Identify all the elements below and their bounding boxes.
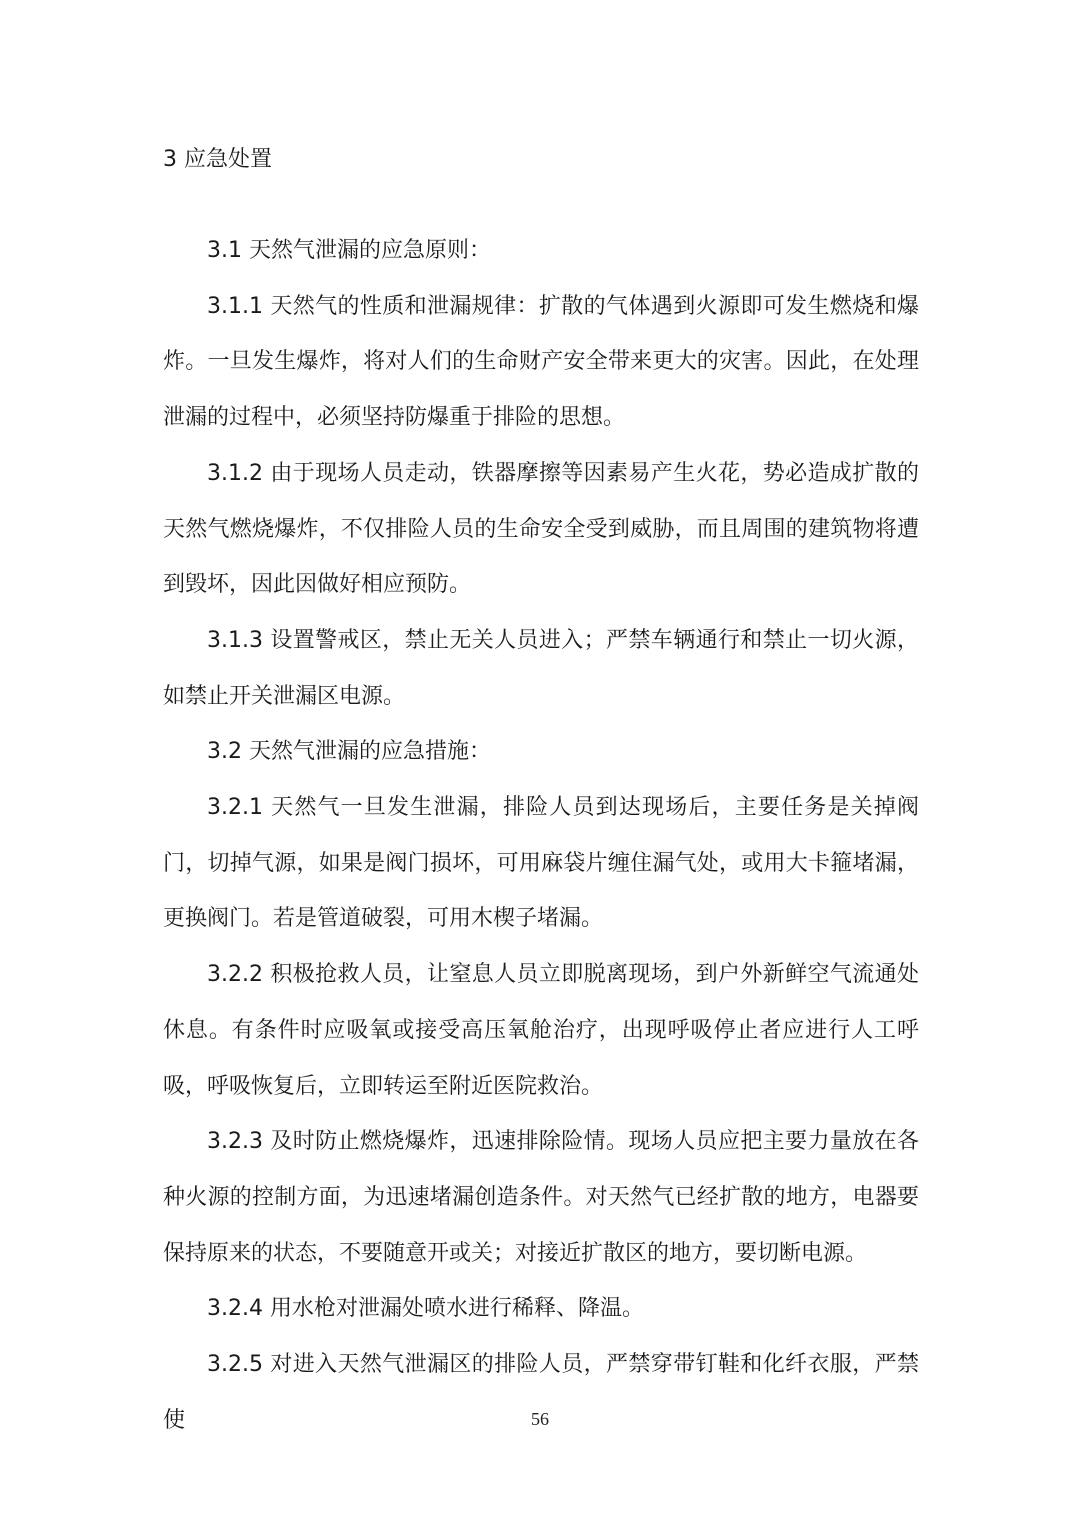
paragraph-3-1: 3.1 天然气泄漏的应急原则： bbox=[207, 238, 491, 263]
paragraph-3-2: 3.2 天然气泄漏的应急措施： bbox=[207, 739, 491, 765]
paragraph-3-1-2: 3.1.2 由于现场人员走动，铁器摩擦等因素易产生火花，势必造成扩散的天然气燃烧爆炸，不仅排险人员的生命安全受到威胁，而且周围的建筑物将遭到毁坏，因此因做好相应预防。 bbox=[163, 460, 919, 598]
paragraph-3-2-5: 3.2.5 对进入天然气泄漏区的排险人员，严禁穿带钉鞋和化纤衣服，严禁使 bbox=[163, 1352, 919, 1433]
paragraph-3-1-3: 3.1.3 设置警戒区，禁止无关人员进入；严禁车辆通行和禁止一切火源，如禁止开关泄漏区电源。 bbox=[163, 627, 919, 709]
paragraph-3-2-1: 3.2.1 天然气一旦发生泄漏，排险人员到达现场后，主要任务是关掉阀门，切掉气源，如果是阀门损坏，可用麻袋片缠住漏气处，或用大卡箍堵漏，更换阀门。若是管道破裂，可用木楔子堵漏。 bbox=[163, 795, 919, 932]
paragraph-3-2-4: 3.2.4 用水枪对泄漏处喷水进行稀释、降温。 bbox=[207, 1296, 644, 1322]
paragraph-3-1-1: 3.1.1 天然气的性质和泄漏规律：扩散的气体遇到火源即可发生燃烧和爆炸。一旦发生爆炸，将对人们的生命财产安全带来更大的灾害。因此，在处理泄漏的过程中，必须坚持防爆重于排险的思想。 bbox=[163, 293, 919, 431]
paragraph-3-2-2: 3.2.2 积极抢救人员，让窒息人员立即脱离现场，到户外新鲜空气流通处休息。有条件时应吸氧或接受高压氧舱治疗，出现呼吸停止者应进行人工呼吸，呼吸恢复后，立即转运至附近医院救治。 bbox=[163, 962, 919, 1099]
section-title: 3 应急处置 bbox=[163, 147, 272, 172]
page-number: 56 bbox=[531, 1409, 549, 1429]
document-body bbox=[163, 223, 919, 1448]
paragraph-3-2-3: 3.2.3 及时防止燃烧爆炸，迅速排除险情。现场人员应把主要力量放在各种火源的控制方面，为迅速堵漏创造条件。对天然气已经扩散的地方，电器要保持原来的状态，不要随意开或关；对接近扩散区的地方，要切断电源。 bbox=[163, 1129, 919, 1266]
